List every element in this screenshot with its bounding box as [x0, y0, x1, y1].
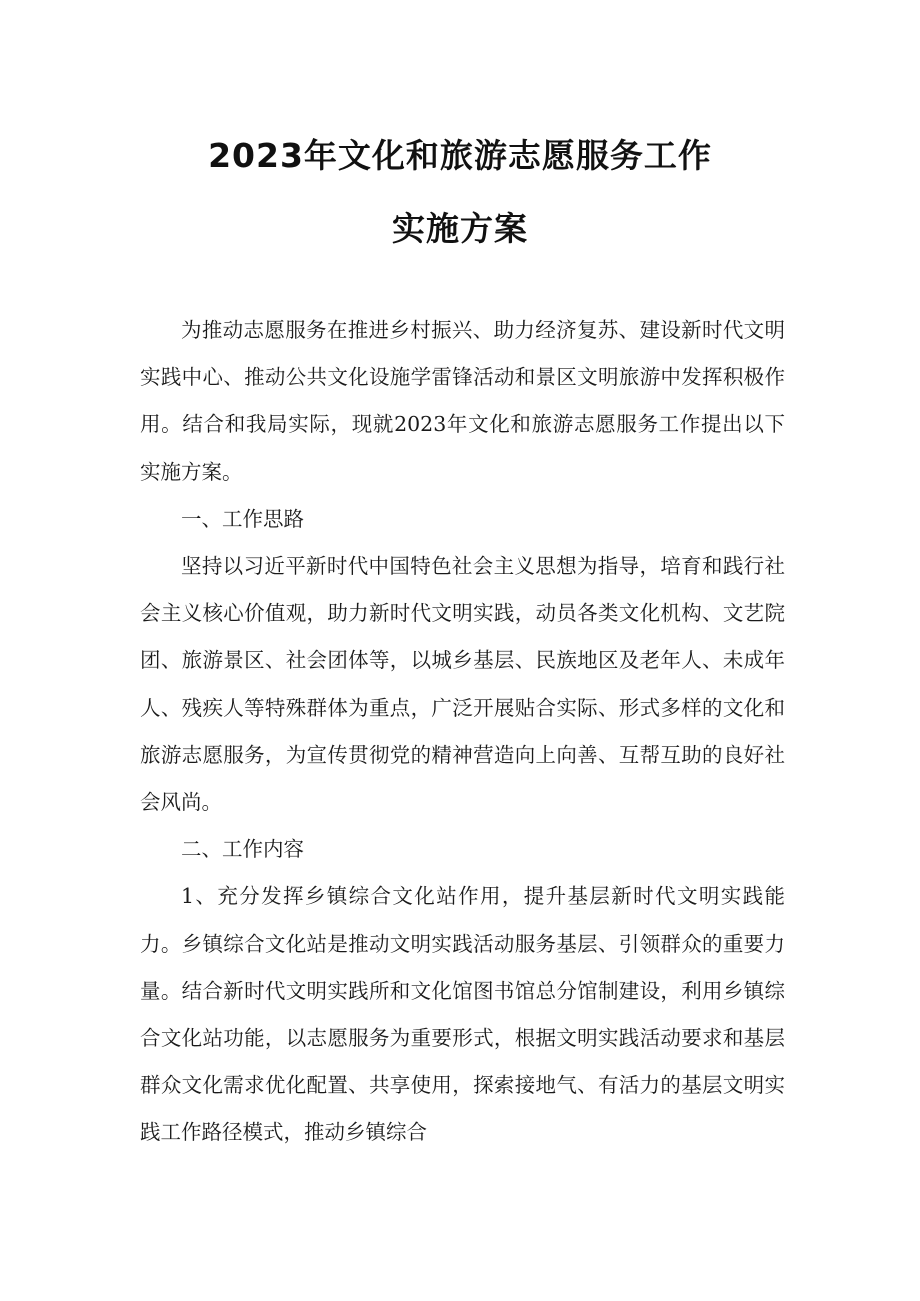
section-heading-work-approach: 一、工作思路: [181, 506, 304, 531]
document-body: [140, 307, 785, 1157]
work-content-item-1-paragraph: 1、充分发挥乡镇综合文化站作用，提升基层新时代文明实践能力。乡镇综合文化站是推动文明实践活动服务基层、引领群众的重要力量。结合新时代文明实践所和文化馆图书馆总分馆制建设，利用乡镇综合文化站功能，以志愿服务为重要形式，根据文明实践活动要求和基层群众文化需求优化配置、共享使用，探索接地气、有活力的基层文明实践工作路径模式，推动乡镇综合: [140, 884, 785, 1145]
section-heading-work-content: 二、工作内容: [181, 837, 304, 862]
document-title-line-1: 2023年文化和旅游志愿服务工作: [208, 136, 712, 175]
intro-paragraph: 为推动志愿服务在推进乡村振兴、助力经济复苏、建设新时代文明实践中心、推动公共文化设施学雷锋活动和景区文明旅游中发挥积极作用。结合和我局实际，现就2023年文化和旅游志愿服务工作提出以下实施方案。: [140, 318, 785, 484]
document-title-line-2: 实施方案: [392, 209, 528, 248]
work-approach-paragraph: 坚持以习近平新时代中国特色社会主义思想为指导，培育和践行社会主义核心价值观，助力新时代文明实践，动员各类文化机构、文艺院团、旅游景区、社会团体等，以城乡基层、民族地区及老年人、未成年人、残疾人等特殊群体为重点，广泛开展贴合实际、形式多样的文化和旅游志愿服务，为宣传贯彻党的精神营造向上向善、互帮互助的良好社会风尚。: [140, 554, 785, 815]
